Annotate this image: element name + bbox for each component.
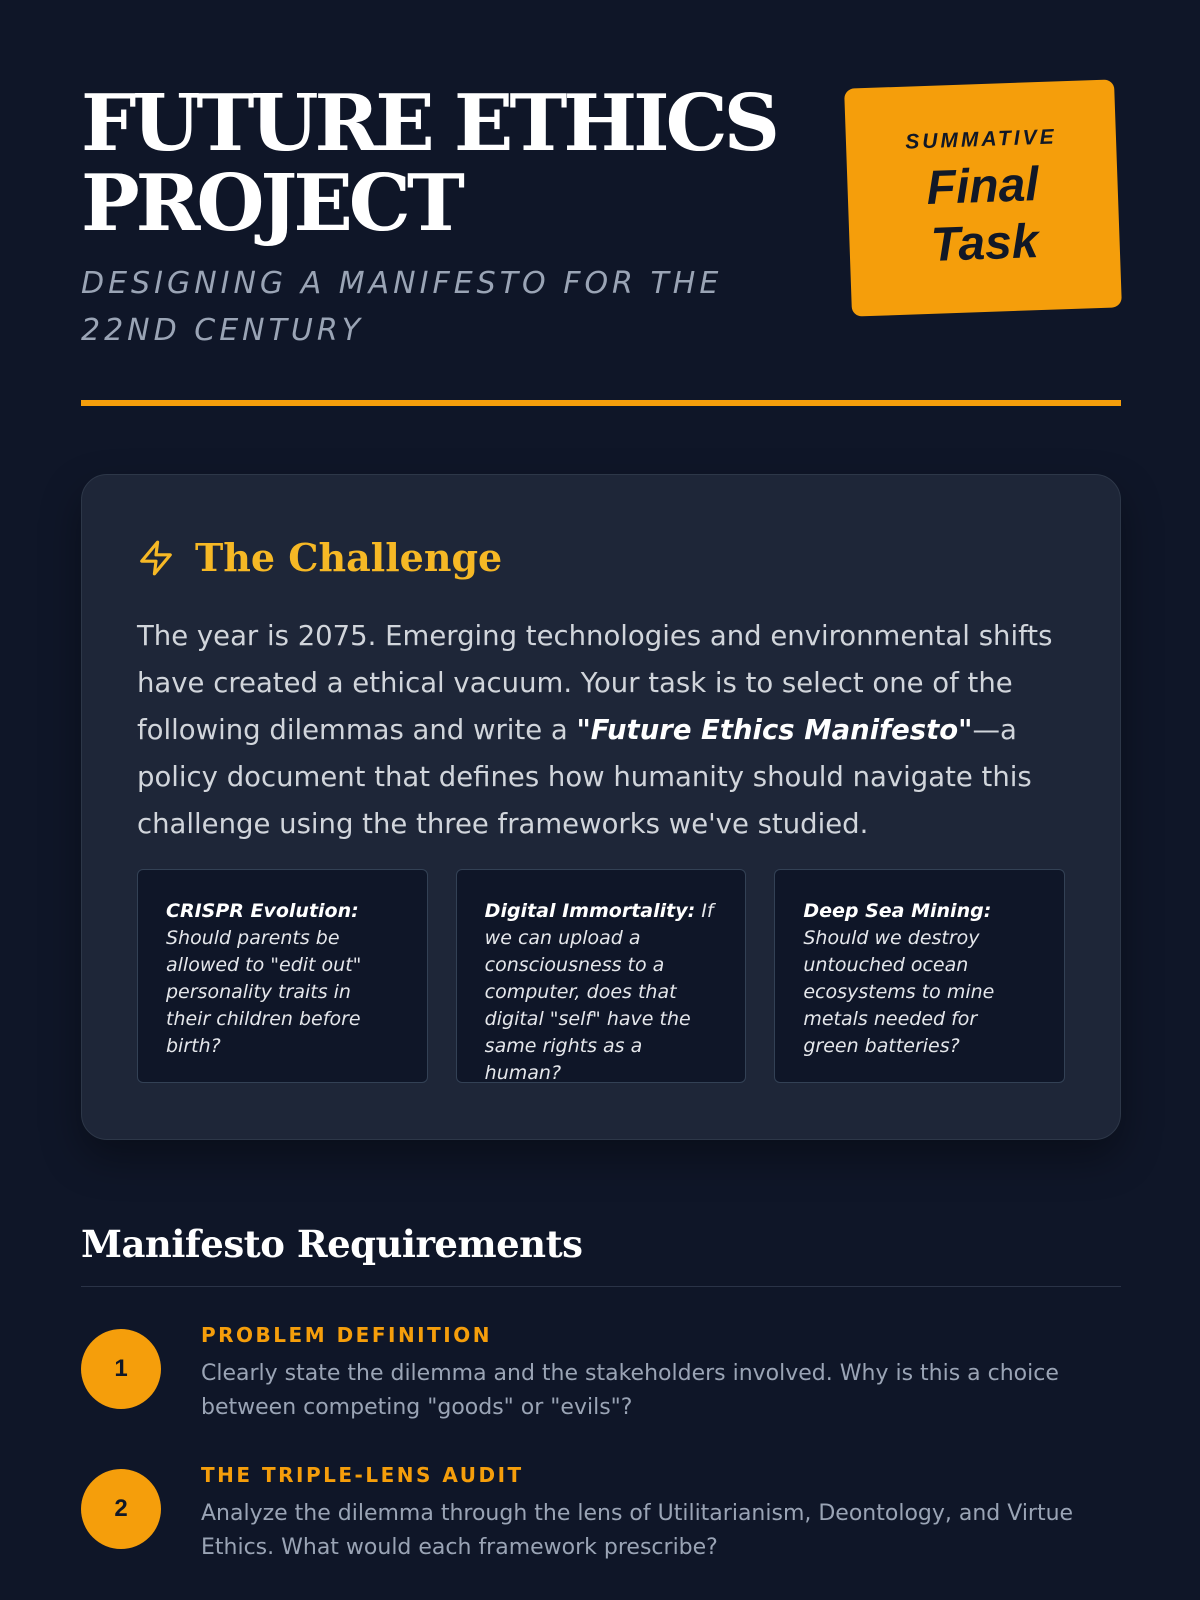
- requirements-title: Manifesto Requirements: [81, 1222, 583, 1266]
- page-title: [81, 78, 801, 249]
- dilemma-card-deep-sea-mining: [774, 869, 1065, 1083]
- requirement-description: Clearly state the dilemma and the stakeholders involved. Why is this a choice between competing "goods" or "evils"?: [201, 1361, 1059, 1420]
- challenge-header: [137, 535, 502, 580]
- summative-badge: [844, 79, 1122, 316]
- dilemma-card-crispr: [137, 869, 428, 1083]
- challenge-text-after: —a policy document that defines how humanity should navigate this challenge using the three frameworks we've studied.: [137, 714, 1032, 840]
- challenge-description: [137, 613, 1077, 848]
- dilemma-title: Digital Immortality:: [484, 900, 696, 922]
- dilemma-list: [137, 869, 1065, 1083]
- title-line-2: PROJECT: [81, 158, 461, 249]
- dilemma-title: CRISPR Evolution:: [166, 900, 359, 922]
- dilemma-title: Deep Sea Mining:: [803, 900, 992, 922]
- requirements-divider: [81, 1286, 1121, 1287]
- badge-title: [847, 153, 1121, 276]
- badge-title-line-2: Task: [929, 215, 1040, 272]
- page-subtitle: [81, 260, 801, 354]
- dilemma-text: Should parents be allowed to "edit out" personality traits in their children before birth?: [166, 927, 362, 1057]
- title-line-1: FUTURE ETHICS: [81, 78, 776, 169]
- subtitle-line-1: DESIGNING A MANIFESTO FOR THE: [81, 266, 723, 301]
- dilemma-text: If we can upload a consciousness to a computer, does that digital "self" have the same rights as a human?: [484, 900, 714, 1084]
- challenge-card: [81, 474, 1121, 1140]
- badge-title-line-1: Final: [925, 158, 1040, 215]
- requirement-label: THE TRIPLE-LENS AUDIT: [201, 1463, 524, 1487]
- challenge-title: The Challenge: [195, 535, 503, 580]
- challenge-text-before: The year is 2075. Emerging technologies and environmental shifts have created a ethical vacuum. Your task is to select one of the following dilemmas and write a: [137, 620, 1053, 746]
- subtitle-line-2: 22ND CENTURY: [81, 313, 365, 348]
- page-header: [81, 78, 801, 354]
- dilemma-card-digital-immortality: [456, 869, 747, 1083]
- requirement-label: PROBLEM DEFINITION: [201, 1323, 492, 1347]
- lightning-icon: [137, 539, 175, 577]
- requirement-number-badge: 2: [81, 1469, 161, 1549]
- badge-kicker: SUMMATIVE: [904, 125, 1058, 154]
- dilemma-text: Should we destroy untouched ocean ecosystems to mine metals needed for green batteries?: [803, 927, 995, 1057]
- manifesto-emphasis: "Future Ethics Manifesto": [576, 714, 973, 746]
- header-divider: [81, 400, 1121, 406]
- requirement-description: Analyze the dilemma through the lens of Utilitarianism, Deontology, and Virtue Ethics. What would each framework prescribe?: [201, 1501, 1074, 1560]
- requirement-number-badge: 1: [81, 1329, 161, 1409]
